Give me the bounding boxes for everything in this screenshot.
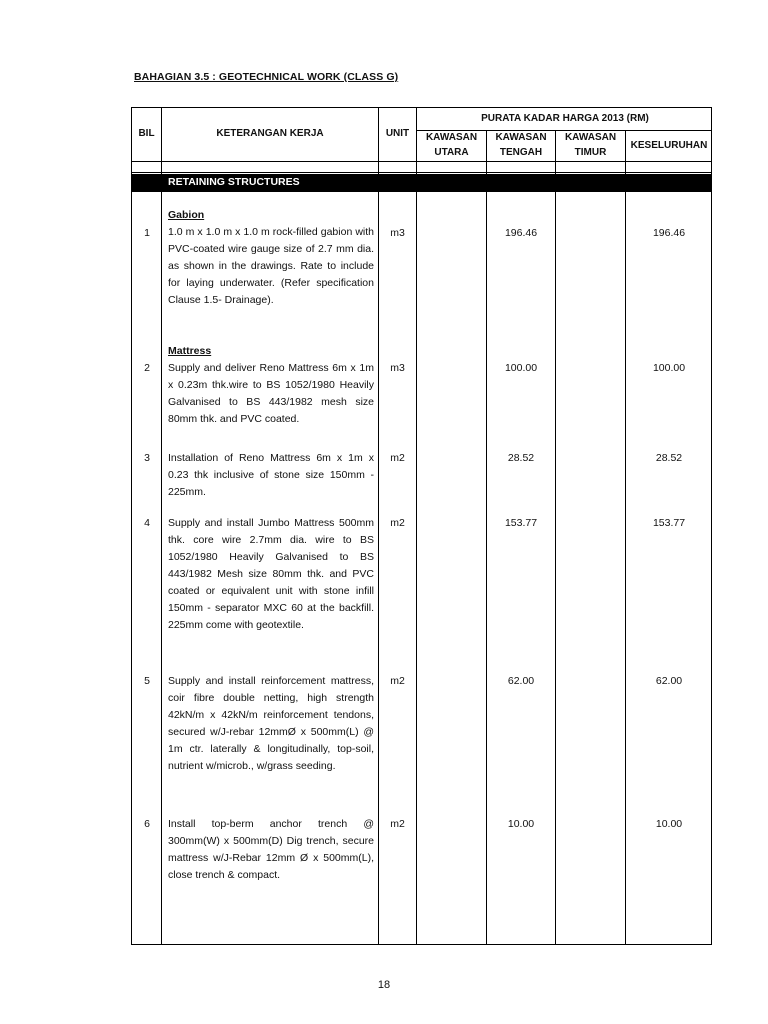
section-heading: BAHAGIAN 3.5 : GEOTECHNICAL WORK (CLASS G) — [134, 71, 399, 83]
header-tengah-line2: TENGAH — [499, 147, 543, 158]
header-price-group: PURATA KADAR HARGA 2013 (RM) — [481, 113, 649, 124]
row-6-tengah: 10.00 — [507, 818, 535, 830]
row-4-description: Supply and install Jumbo Mattress 500mm thk. core wire 2.7mm dia. wire to BS 1052/1980 Heavily Galvanised to BS 443/1982 Mesh size 80mm thk. and PVC coated or equivalent unit with stone infill 150mm - separator MXC 60 at the backfill. 225mm come with geotextile. — [168, 517, 374, 631]
header-keseluruhan: KESELURUHAN — [630, 140, 708, 151]
row-1-bil: 1 — [144, 227, 150, 239]
header-timur-line1: KAWASAN — [564, 132, 617, 143]
row-5-tengah: 62.00 — [507, 675, 535, 687]
row-6-keseluruhan: 10.00 — [655, 818, 683, 830]
row-1-keseluruhan: 196.46 — [652, 227, 686, 239]
row-6-bil: 6 — [144, 818, 150, 830]
header-utara — [417, 130, 486, 160]
row-1-tengah: 196.46 — [504, 227, 538, 239]
row-2-bil: 2 — [144, 362, 150, 374]
row-3-unit: m2 — [390, 452, 405, 464]
header-utara-line1: KAWASAN — [425, 132, 478, 143]
section-band — [132, 174, 711, 192]
row-3-keseluruhan: 28.52 — [655, 452, 683, 464]
row-2-unit: m3 — [390, 362, 405, 374]
row-2-subheading: Mattress — [168, 345, 212, 357]
grid-line-h-spacer — [132, 172, 711, 173]
section-band-label: RETAINING STRUCTURES — [168, 176, 300, 188]
row-6-unit: m2 — [390, 818, 405, 830]
row-2-keseluruhan: 100.00 — [652, 362, 686, 374]
header-unit: UNIT — [385, 128, 410, 139]
grid-line-v6 — [625, 130, 626, 944]
row-4-keseluruhan: 153.77 — [652, 517, 686, 529]
row-1-text: 1.0 m x 1.0 m x 1.0 m rock-filled gabion with PVC-coated wire gauge size of 2.7 mm dia. as shown in the drawings. Rate to include for laying underwater. (Refer specification Clause 1.5- Drainage). — [168, 226, 374, 306]
row-4-tengah: 153.77 — [504, 517, 538, 529]
row-1-description — [168, 207, 374, 309]
header-timur — [556, 130, 625, 160]
row-2-description — [168, 343, 374, 428]
row-5-description: Supply and install reinforcement mattress, coir fibre double netting, high strength 42kN/m x 42kN/m reinforcement tendons, secured w/J-rebar 12mmØ x 500mm(L) @ 1m ctr. laterally & longitudinally, top-soil, nutrient w/microb., w/grass seeding. — [168, 675, 374, 772]
header-timur-line2: TIMUR — [574, 147, 607, 158]
rate-table — [131, 107, 712, 945]
grid-line-v3 — [416, 108, 417, 944]
page-number: 18 — [377, 979, 391, 991]
row-5-unit: m2 — [390, 675, 405, 687]
row-6-description: Install top-berm anchor trench @ 300mm(W) x 500mm(D) Dig trench, secure mattress w/J-Rebar 12mm Ø x 500mm(L), close trench & compact. — [168, 818, 374, 881]
grid-line-v5 — [555, 130, 556, 944]
row-2-tengah: 100.00 — [504, 362, 538, 374]
grid-line-h-header — [132, 161, 711, 162]
row-3-tengah: 28.52 — [507, 452, 535, 464]
row-5-keseluruhan: 62.00 — [655, 675, 683, 687]
row-4-unit: m2 — [390, 517, 405, 529]
header-utara-line2: UTARA — [434, 147, 469, 158]
row-1-unit: m3 — [390, 227, 405, 239]
header-tengah-line1: KAWASAN — [495, 132, 547, 143]
row-3-bil: 3 — [144, 452, 150, 464]
header-bil: BIL — [138, 128, 155, 139]
row-1-subheading: Gabion — [168, 209, 205, 221]
header-keterangan: KETERANGAN KERJA — [216, 128, 324, 139]
header-tengah — [487, 130, 555, 160]
row-4-bil: 4 — [144, 517, 150, 529]
row-3-description: Installation of Reno Mattress 6m x 1m x 0.23 thk inclusive of stone size 150mm - 225mm. — [168, 452, 374, 498]
row-2-text: Supply and deliver Reno Mattress 6m x 1m x 0.23m thk.wire to BS 1052/1980 Heavily Galvanised to BS 443/1982 mesh size 80mm thk. and PVC coated. — [168, 362, 374, 425]
row-5-bil: 5 — [144, 675, 150, 687]
